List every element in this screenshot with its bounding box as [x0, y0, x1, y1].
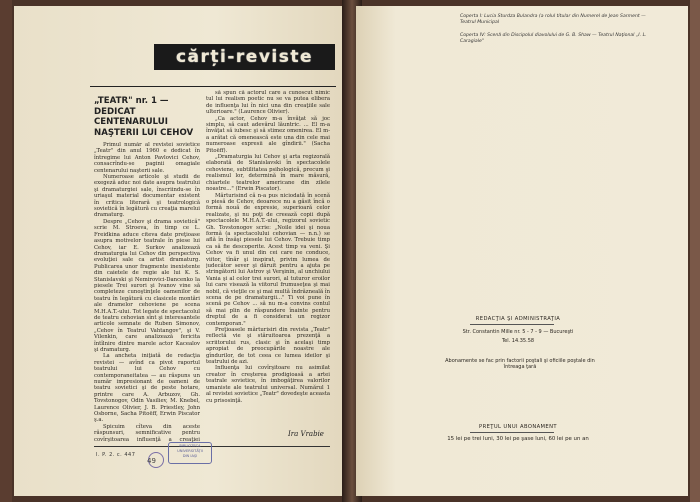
paragraph: Mărturisind că n-a pus niciodată în scenă o piesă de Cehov, deoarece nu a găsit încă o formă nouă de expresie, superioară celor realizate, şi nu poţi de creează copii după spectacolele M.H.A.T.-ului, regizorul sovietic Gh. Tovstonogov scrie: „Noile idei şi noua formă (a spectacolului cehovian — n.n.) se află în însăşi piesele lui Cehov. Trebuie timp ca să fie descoperite. Acest timp va veni. Şi Cehov va fi unul din cei care ne conduce, viitor, tînăr şi inspirat, privim lumea de judecător sever şi dăruit pentru a ajuta pe stringătorii lui Astrov şi Verşinin, al unchiului Vania şi al celor trei surori, al tuturor eroilor lui care visează la viitorul frumuseţea şi mai nobil, că vieţile ce şi mai multă îndrăzneală în scena de pe dramaturgii..." Ti voi pune în scenă pe Cehov ... să nu m-a convins contul să mai plin de răspundere înainte pentru dreptul de a fi considerat un regizor contemporan." — [206, 192, 330, 327]
section-banner-text: cărți-reviste — [175, 47, 314, 67]
admin-title-rule — [470, 324, 554, 325]
stamp-line: UNIVERSITĂŢII — [177, 448, 203, 453]
cover-caption-front: Coperta I: Lucia Sturdza Bulandra (a rolul titular din Numerel de Jean Sarment — Teatrul Municipal — [460, 14, 646, 25]
admin-title: REDACŢIA ŞI ADMINISTRAŢIA — [475, 316, 561, 322]
footer-rule — [94, 446, 330, 447]
article-column-2 — [206, 90, 330, 428]
stamp-line: DIN IAŞI — [182, 453, 198, 458]
binding-edge-right — [690, 0, 700, 502]
paragraph: Numeroase articole şi studii de exegeză aduc noi date asupra teatrului şi dramaturgiei sale, înscriindu-se în uriaşul material documentar existent în critica literară şi teatrologică sovietică în legătură cu creaţia marelui dramaturg. — [94, 174, 200, 219]
paragraph: Influenţa lui covîrşitoare nu asimilat creator în creşterea prodigioasă a artei teatrale sovietice, în imbogăţirea valorilor umaniste ale teatrului universal. Numărul 1 al revistei sovietice „Teatr" dovedeşte aceasta cu prisosinţă. — [206, 365, 330, 404]
binding-edge-left — [0, 0, 12, 502]
section-banner — [154, 44, 335, 70]
subscription-info: Abonamente se fac prin factorii poştali şi oficiile poştale din întreaga ţară — [445, 358, 595, 371]
stamp-line: BIBLIOTECA — [179, 444, 201, 448]
price-text: 15 lei pe trei luni, 30 lei pe şase luni, 60 lei pe un an — [447, 436, 589, 442]
article-title: „TEATR" nr. 1 — DEDICAT CENTENARULUI NAŞTERII LUI CEHOV — [94, 96, 194, 138]
paragraph: „Dramaturgia lui Cehov şi arta regizorală elaborată de Stanislavski în spectacolele cehoviene, subtilitatea psihologică, precum şi realismul lor, determină în mare măsură, chiartele teatrelor americane din zilele noastre..." (Erwin Piscator). — [206, 154, 330, 193]
paragraph: Primul număr al revistei sovietice „Teatr" din anul 1960 e dedicat în întregime lui Anton Pavlovici Cehov, consacrîndu-se paginii omagiale centenarului naşterii sale. — [94, 142, 200, 174]
price-title: PREŢUL UNUI ABONAMENT — [479, 424, 557, 430]
page-number: 49 — [147, 457, 156, 465]
article-column-1 — [94, 142, 200, 442]
paragraph: „Ca actor, Cehov m-a învăţat să joc simplu, să caut adevărul lăuntric. ... El m-a învăţat să iubesc şi să stimez omenirea. El m-a arătat că omenească este una din cele mai numeroase expresii ale gîndirii." (Sacha Pitoëff). — [206, 115, 330, 154]
right-page — [356, 6, 688, 496]
paragraph: Despre „Cehov şi drama sovietică" scrie M. Stroeva, în timp ce L. Freidkina aduce citeva date preţioase asupra motivelor teatrale în piese lui Cehov, iar E. Surkov analizează dramaturgia lui Cehov din perspectiva evoluţiei sale ca artist dramaturg. Publicarea unor fragmente inexistente din caietele de regie ale lui K. S. Stanislavski şi Nemirovici-Dancenko la piesele Trei surori şi Ivanov vine să completeze cunoştinţele oamenilor de teatru în legătură cu clasicele montări ale dramelor cehoviene pe scena M.H.A.T.-ului. Tot legate de spectacolul de teatru cehovian sînt şi interesantele articole semnate de Ruben Simonov, „Cehov în Teatrul Vahtangov", şi V. Vilenkin, care analizează fericita întîlnire dintre marele actor Kacealov şi dramaturg. — [94, 218, 200, 353]
paragraph: Spicuim cîteva din aceste răspunsuri, semnificative pentru covîrşitoarea influenţă a creaţiei — [94, 423, 200, 442]
article-author: Ira Vrabie — [288, 430, 324, 438]
paragraph: Preţioasele mărturisiri din revista „Teatr" reflectă vie şi stăruitoarea prezenţă a scriitorului rus, clasic şi în acelaşi timp apropiat de preocupările noastre ale gîndurilor, de tot ceea ce lumea ideilor şi teatrului de azi. — [206, 327, 330, 366]
admin-phone: Tel. 14.35.58 — [501, 338, 535, 344]
print-code: I. P. 2. c. 447 — [96, 452, 136, 458]
header-rule — [90, 86, 336, 87]
admin-address: Str. Constantin Mille nr. 5 - 7 - 9 — Bucureşti — [462, 329, 574, 335]
paragraph: La ancheta iniţiată de redacţia revistei — avînd ca pivot raportul teatrului lui Cehov cu contemporaneitatea — au răspuns un număr impresionant de oameni de teatru sovietici şi de peste hotare, printre care A. Arbuzov, Gh. Tovstonogov, Odin Vasiliev, M. Knebel, Laurence Olivier, J. B. Priestley, John Osborne, Sacha Pitoëff, Erwin Piscator ş.a. — [94, 353, 200, 424]
paragraph: să spun că actorul care a cunoscut nimic tul lui realism poetic nu se va putea elibera de influenţa lui în nici una din creaţiile sale ulterioare." (Laurence Olivier). — [206, 90, 330, 116]
library-stamp — [168, 442, 212, 464]
cover-caption-back: Coperta IV: Scenă din Discipolul diavolului de G. B. Shaw — Teatrul Naţional „I. L. Caragiale" — [460, 33, 647, 44]
price-title-rule — [470, 432, 554, 433]
